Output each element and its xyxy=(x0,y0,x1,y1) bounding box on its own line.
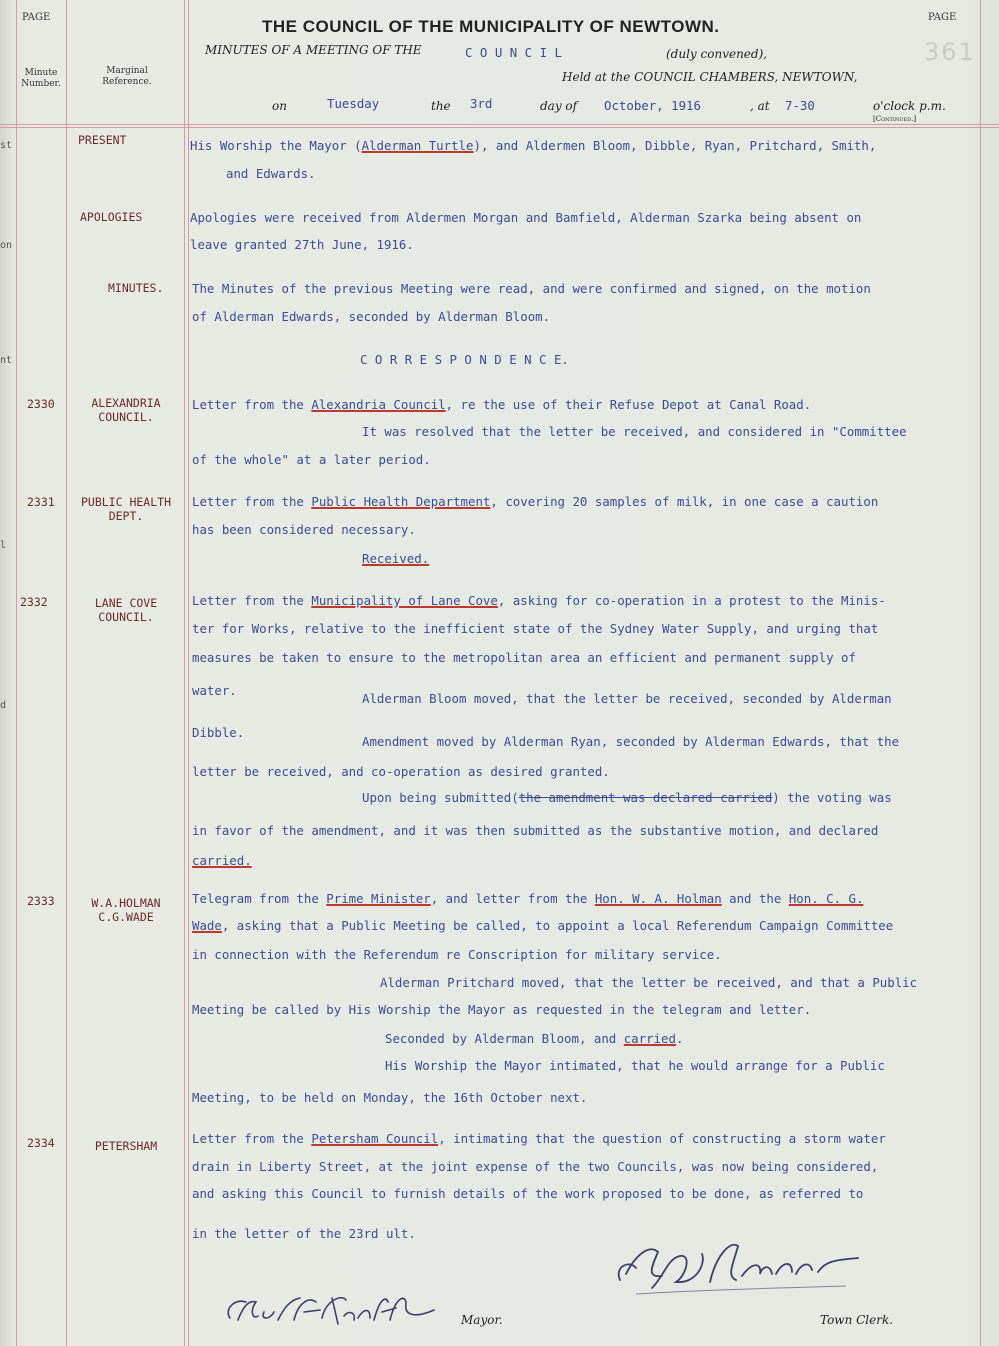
e2330-line-3: of the whole" at a later period. xyxy=(192,452,431,467)
e2332-line-7: Amendment moved by Alderman Ryan, seconded by Alderman Edwards, that the xyxy=(362,734,900,749)
town-clerk-label: Town Clerk. xyxy=(820,1313,894,1327)
on-label: on xyxy=(272,99,287,113)
minutes-line-1: The Minutes of the previous Meeting were read, and were confirmed and signed, on the motion xyxy=(192,281,871,296)
e2331-line-1: Letter from the Public Health Department, covering 20 samples of milk, in one case a caution xyxy=(192,494,879,509)
edge-mark: d xyxy=(0,700,7,711)
the-label: the xyxy=(431,99,451,113)
minute-number-header: Minute Number. xyxy=(21,68,61,89)
e2332-line-6: Dibble. xyxy=(192,725,245,740)
at-label: , at xyxy=(750,99,770,113)
day-name: Tuesday xyxy=(327,96,380,111)
page-title: THE COUNCIL OF THE MUNICIPALITY OF NEWTOWN. xyxy=(262,17,720,36)
margin-present: PRESENT xyxy=(78,133,127,147)
margin-column-rule xyxy=(184,0,189,1346)
held-at-label: Held at the COUNCIL CHAMBERS, NEWTOWN, xyxy=(562,70,858,84)
present-line-1: His Worship the Mayor (Alderman Turtle), and Aldermen Bloom, Dibble, Ryan, Pritchard, Smith, xyxy=(190,138,877,153)
present-line-2: and Edwards. xyxy=(226,166,316,181)
e2330-line-1: Letter from the Alexandria Council, re the use of their Refuse Depot at Canal Road. xyxy=(192,397,812,412)
e2332-carried: carried. xyxy=(192,853,252,868)
header-rule-2 xyxy=(0,127,999,128)
margin-minutes: MINUTES. xyxy=(108,281,164,295)
e2332-line-8: letter be received, and co-operation as desired granted. xyxy=(192,764,610,779)
apologies-line-2: leave granted 27th June, 1916. xyxy=(190,237,414,252)
town-clerk-signature xyxy=(606,1236,868,1300)
correspondence-heading: C O R R E S P O N D E N C E. xyxy=(360,352,569,367)
date-ordinal: 3rd xyxy=(470,96,493,111)
e2331-line-2: has been considered necessary. xyxy=(192,522,416,537)
margin-petersham: PETERSHAM xyxy=(94,1139,158,1153)
e2333-line-6: Seconded by Alderman Bloom, and carried. xyxy=(385,1031,684,1046)
e2333-line-5: Meeting be called by His Worship the Mayor as requested in the telegram and letter. xyxy=(192,1002,812,1017)
header-rule xyxy=(0,124,999,125)
right-rule xyxy=(980,0,981,1346)
margin-holman-wade: W.A.HOLMAN C.G.WADE xyxy=(91,896,161,924)
edge-mark: l xyxy=(0,540,7,551)
left-rule xyxy=(16,0,17,1346)
continued-label: [Continued.] xyxy=(873,115,917,123)
e2333-line-1: Telegram from the Prime Minister, and letter from the Hon. W. A. Holman and the Hon. C. G. xyxy=(192,891,864,906)
e2334-line-2: drain in Liberty Street, at the joint expense of the two Councils, was now being considered, xyxy=(192,1159,879,1174)
oclock-label: o'clock p.m. xyxy=(873,99,946,113)
e2334-line-1: Letter from the Petersham Council, intimating that the question of constructing a storm water xyxy=(192,1131,886,1146)
e2332-line-2: ter for Works, relative to the inefficient state of the Sydney Water Supply, and urging that xyxy=(192,621,879,636)
e2333-line-7: His Worship the Mayor intimated, that he would arrange for a Public xyxy=(385,1058,885,1073)
margin-alexandria: ALEXANDRIA COUNCIL. xyxy=(91,396,161,424)
minute-number: 2330 xyxy=(27,397,55,411)
meeting-time: 7-30 xyxy=(785,98,815,113)
mayor-label: Mayor. xyxy=(461,1313,503,1327)
marginal-reference-header: Marginal Reference. xyxy=(102,66,152,87)
page-label-left: PAGE xyxy=(22,12,51,23)
e2332-line-3: measures be taken to ensure to the metropolitan area an efficient and permanent supply of xyxy=(192,650,856,665)
minute-number: 2332 xyxy=(20,595,48,609)
e2332-line-4: water. xyxy=(192,683,237,698)
minute-number: 2334 xyxy=(27,1136,55,1150)
margin-lane-cove: LANE COVE COUNCIL. xyxy=(94,596,158,624)
e2333-line-2: Wade, asking that a Public Meeting be called, to appoint a local Referendum Campaign Committee xyxy=(192,918,894,933)
edge-mark: on xyxy=(0,240,13,251)
margin-apologies: APOLOGIES xyxy=(80,210,143,224)
minutes-line-2: of Alderman Edwards, seconded by Alderman Bloom. xyxy=(192,309,551,324)
e2332-line-1: Letter from the Municipality of Lane Cove, asking for co-operation in a protest to the Minis- xyxy=(192,593,886,608)
e2333-line-8: Meeting, to be held on Monday, the 16th October next. xyxy=(192,1090,588,1105)
duly-convened-label: (duly convened), xyxy=(666,47,768,61)
mayor-signature xyxy=(220,1290,450,1332)
e2332-line-5: Alderman Bloom moved, that the letter be received, seconded by Alderman xyxy=(362,691,892,706)
minute-column-rule xyxy=(66,0,67,1346)
minute-number: 2333 xyxy=(27,894,55,908)
e2331-received: Received. xyxy=(362,551,430,566)
e2334-line-4: in the letter of the 23rd ult. xyxy=(192,1226,416,1241)
meeting-type: C O U N C I L xyxy=(465,45,562,60)
edge-mark: nt xyxy=(0,355,13,366)
apologies-line-1: Apologies were received from Aldermen Morgan and Bamfield, Alderman Szarka being absent on xyxy=(190,210,862,225)
minute-number: 2331 xyxy=(27,495,55,509)
e2332-line-10: in favor of the amendment, and it was then submitted as the substantive motion, and declared xyxy=(192,823,879,838)
page-number: 361 xyxy=(924,38,976,66)
e2334-line-3: and asking this Council to furnish details of the work proposed to be done, as referred to xyxy=(192,1186,864,1201)
margin-public-health: PUBLIC HEALTH DEPT. xyxy=(80,495,171,523)
e2332-line-9: Upon being submitted(the amendment was declared carried) the voting was xyxy=(362,790,892,805)
edge-mark: st xyxy=(0,140,13,151)
month-year: October, 1916 xyxy=(604,98,701,113)
e2330-line-2: It was resolved that the letter be received, and considered in "Committee xyxy=(362,424,907,439)
e2333-line-4: Alderman Pritchard moved, that the letter be received, and that a Public xyxy=(380,975,918,990)
minutes-of-label: MINUTES OF A MEETING OF THE xyxy=(205,43,422,57)
day-of-label: day of xyxy=(540,99,578,113)
e2333-line-3: in connection with the Referendum re Conscription for military service. xyxy=(192,947,722,962)
page-label-right: PAGE xyxy=(928,12,957,23)
